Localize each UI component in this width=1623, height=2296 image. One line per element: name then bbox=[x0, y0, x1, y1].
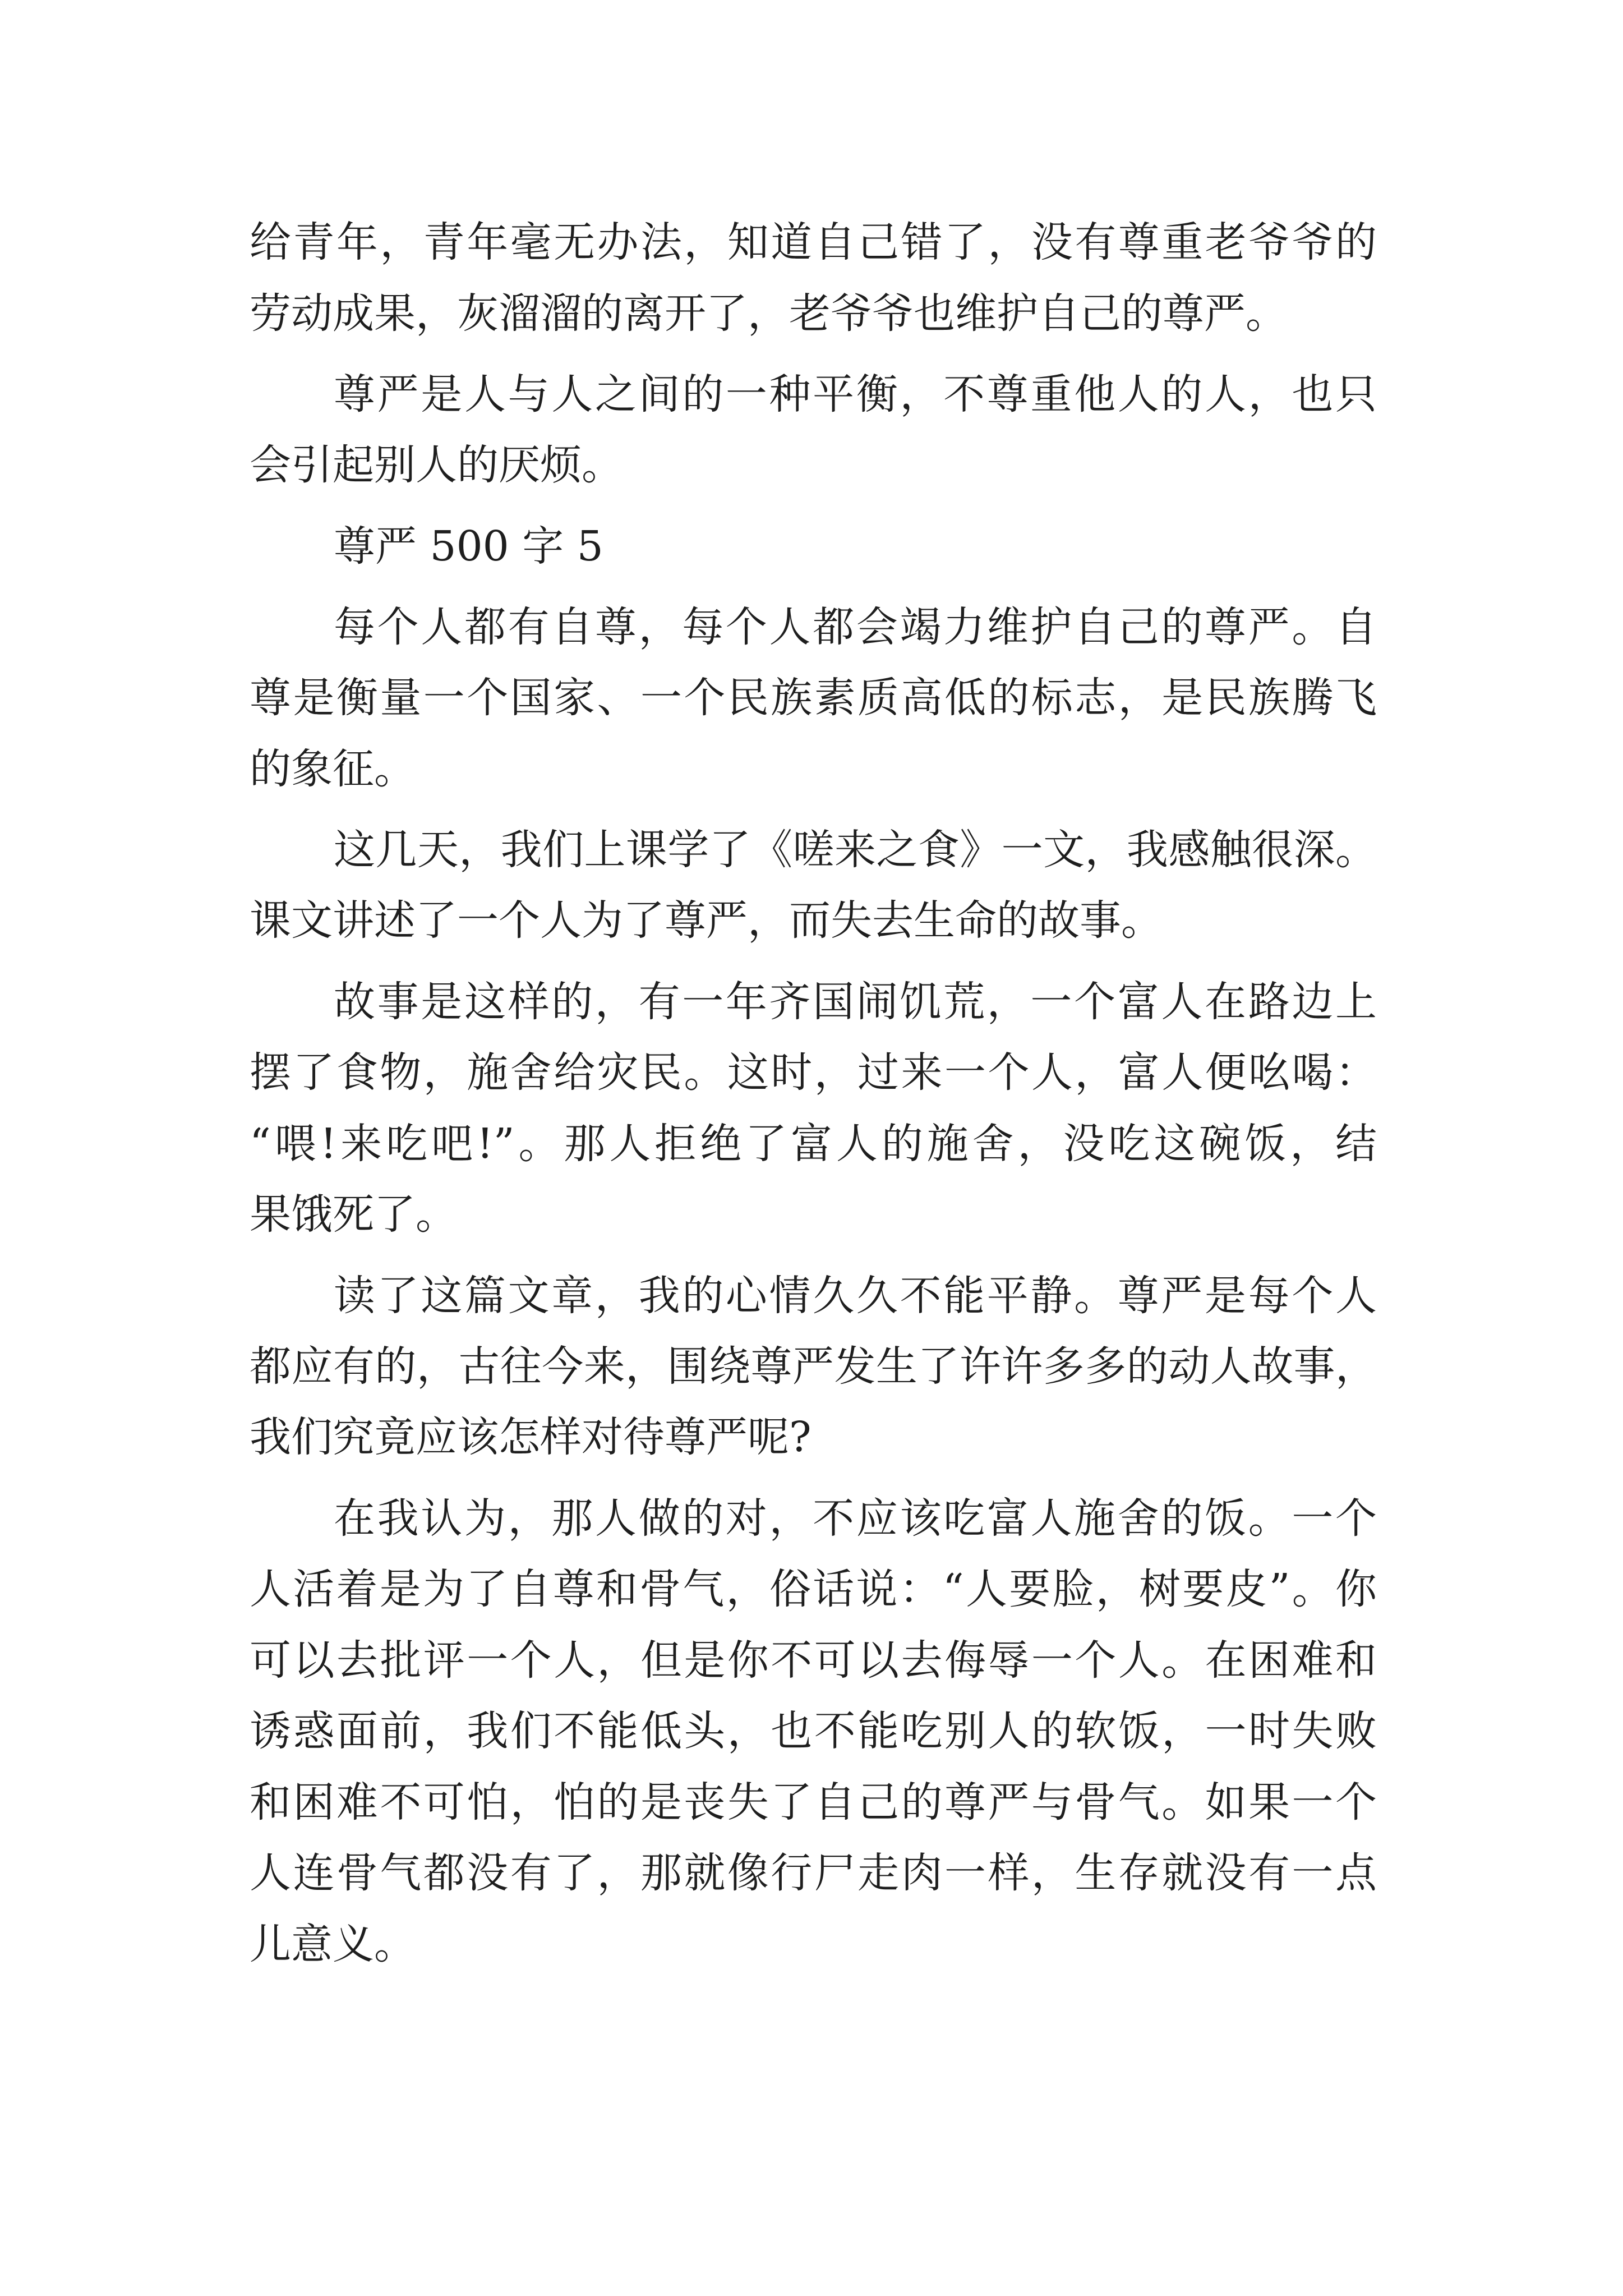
paragraph-start: 读了这篇文章，我的心情久久不能平静。尊严是每个人 bbox=[334, 1272, 1377, 1320]
paragraph-start: 尊严是人与人之间的一种平衡，不尊重他人的人，也只 bbox=[334, 370, 1377, 418]
text-line: 的象征。 bbox=[250, 745, 416, 793]
text-line: 儿意义。 bbox=[250, 1920, 416, 1968]
text-line: 都应有的，古往今来，围绕尊严发生了许许多多的动人故事， bbox=[250, 1342, 1377, 1391]
text-line: 人连骨气都没有了，那就像行尸走肉一样，生存就没有一点 bbox=[250, 1849, 1377, 1897]
text-line: 给青年，青年毫无办法，知道自己错了，没有尊重老爷爷的 bbox=[250, 218, 1377, 266]
text-line: 课文讲述了一个人为了尊严，而失去生命的故事。 bbox=[250, 896, 1163, 945]
text-line: 果饿死了。 bbox=[250, 1190, 457, 1239]
text-line: 尊是衡量一个国家、一个民族素质高低的标志，是民族腾飞 bbox=[250, 674, 1377, 722]
text-line: 我们究竟应该怎样对待尊严呢? bbox=[250, 1413, 811, 1461]
text-line: 劳动成果，灰溜溜的离开了，老爷爷也维护自己的尊严。 bbox=[250, 289, 1287, 338]
text-line: 可以去批评一个人，但是你不可以去侮辱一个人。在困难和 bbox=[250, 1636, 1377, 1685]
paragraph-start: 故事是这样的，有一年齐国闹饥荒，一个富人在路边上 bbox=[334, 978, 1377, 1026]
paragraph-start: 这几天，我们上课学了《嗟来之食》一文，我感触很深。 bbox=[334, 826, 1377, 874]
paragraph-start: 每个人都有自尊，每个人都会竭力维护自己的尊严。自 bbox=[334, 603, 1377, 651]
paragraph-start: 在我认为，那人做的对，不应该吃富人施舍的饭。一个 bbox=[334, 1494, 1377, 1543]
text-line: 人活着是为了自尊和骨气，俗话说：“人要脸，树要皮”。你 bbox=[250, 1565, 1377, 1613]
text-line: 摆了食物，施舍给灾民。这时，过来一个人，富人便吆喝： bbox=[250, 1048, 1377, 1097]
text-line: 会引起别人的厌烦。 bbox=[250, 441, 623, 489]
text-line: “喂!来吃吧!”。那人拒绝了富人的施舍，没吃这碗饭，结 bbox=[250, 1120, 1377, 1168]
section-heading: 尊严 500 字 5 bbox=[334, 522, 603, 570]
text-line: 诱惑面前，我们不能低头，也不能吃别人的软饭，一时失败 bbox=[250, 1707, 1377, 1755]
text-line: 和困难不可怕，怕的是丧失了自己的尊严与骨气。如果一个 bbox=[250, 1778, 1377, 1826]
